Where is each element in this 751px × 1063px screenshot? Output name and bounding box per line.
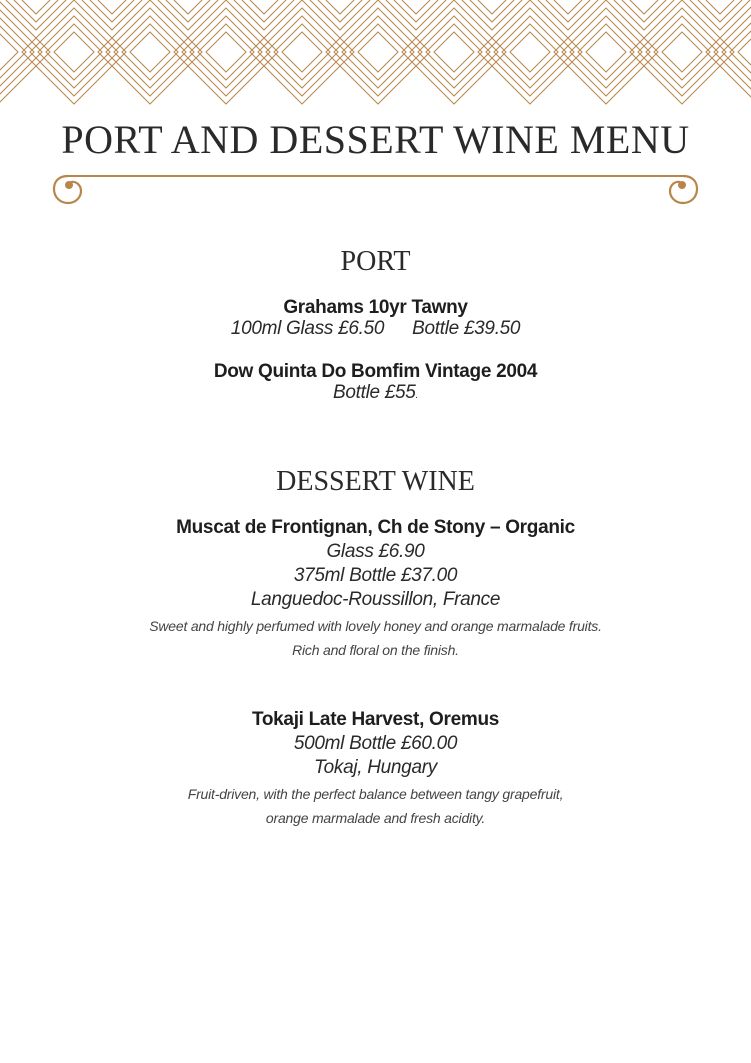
section-heading-dessert-wine: DESSERT WINE (276, 466, 475, 497)
wine-description: Fruit-driven, with the perfect balance between tangy grapefruit, (187, 786, 564, 802)
section-heading-port: PORT (340, 246, 411, 277)
wine-region: Languedoc-Roussillon, France (250, 589, 501, 610)
wine-name: Muscat de Frontignan, Ch de Stony – Organic (176, 517, 575, 538)
wine-name: Grahams 10yr Tawny (283, 297, 468, 318)
wine-name: Dow Quinta Do Bomfim Vintage 2004 (213, 361, 538, 382)
glass-price: 100ml Glass £6.50 (230, 318, 385, 339)
wine-description: Sweet and highly perfumed with lovely honey and orange marmalade fruits. (149, 618, 602, 634)
wine-description: Rich and floral on the finish. (292, 642, 459, 658)
bottle-price: 375ml Bottle £37.00 (293, 565, 458, 586)
diamond-pattern-border (0, 0, 751, 106)
bottle-price: 500ml Bottle £60.00 (293, 733, 458, 754)
wine-name: Tokaji Late Harvest, Oremus (251, 709, 500, 730)
scroll-divider (50, 170, 701, 208)
wine-description: orange marmalade and fresh acidity. (265, 810, 486, 826)
wine-region: Tokaj, Hungary (314, 757, 437, 778)
wine-price-row (0, 318, 751, 340)
bottle-price: Bottle £55 (332, 382, 416, 403)
bottle-price: Bottle £39.50 (412, 318, 521, 339)
glass-price: Glass £6.90 (326, 541, 425, 562)
trailing-mark: . (415, 390, 419, 401)
menu-title: PORT AND DESSERT WINE MENU (61, 117, 690, 162)
wine-price-row (0, 382, 751, 404)
